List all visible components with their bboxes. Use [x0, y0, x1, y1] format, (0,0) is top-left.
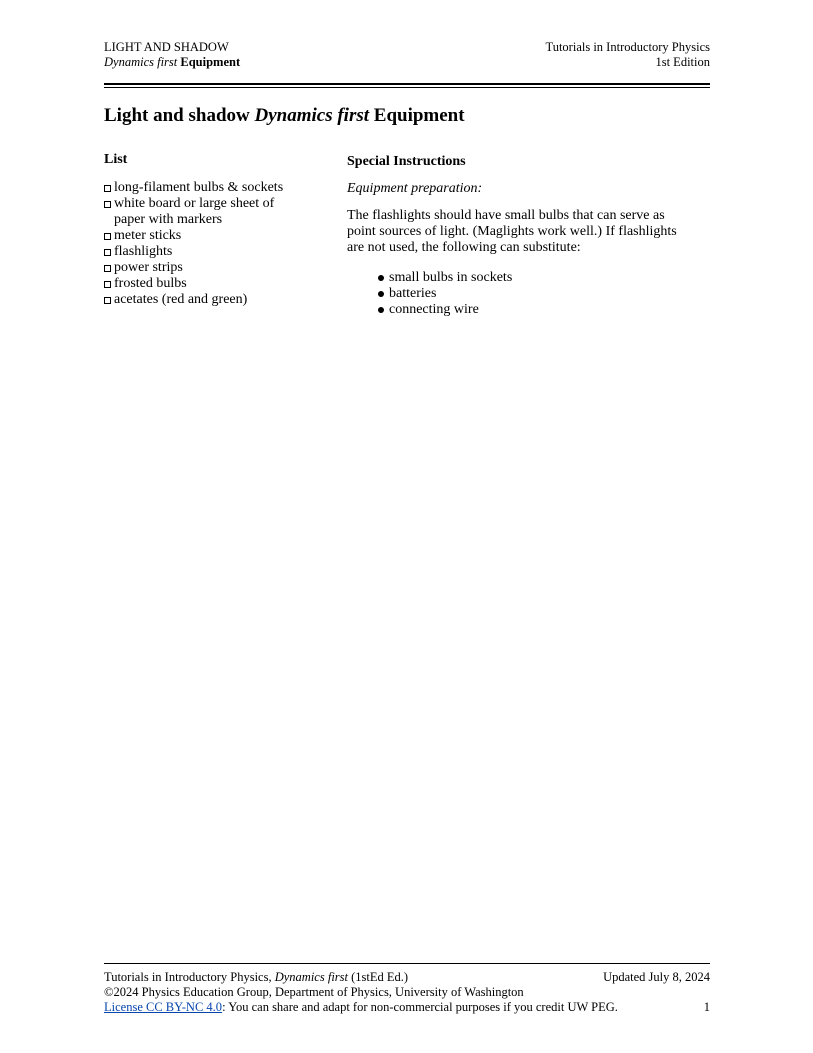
checkbox-square-icon — [104, 265, 111, 272]
equipment-preparation-subheading: Equipment preparation: — [347, 181, 483, 196]
header-subtitle-italic: Dynamics first — [104, 55, 178, 69]
footer-rule — [104, 963, 710, 964]
equipment-item-text: long-filament bulbs & sockets — [114, 180, 284, 195]
equipment-item-text: paper with markers — [114, 212, 223, 227]
license-link[interactable]: License CC BY-NC 4.0 — [104, 1000, 223, 1014]
substitute-item-text: batteries — [389, 286, 437, 301]
equipment-item-text: flashlights — [114, 244, 173, 259]
checkbox-square-icon — [104, 185, 111, 192]
title-part1: Light and shadow — [104, 105, 255, 126]
equipment-list — [104, 180, 334, 308]
equipment-item-text: acetates (red and green) — [114, 292, 248, 307]
checkbox-square-icon — [104, 249, 111, 256]
substitute-item-text: connecting wire — [389, 302, 479, 317]
license-text: : You can share and adapt for non-commercial purposes if you credit UW PEG. — [222, 1000, 618, 1014]
page-number: 1 — [703, 1000, 710, 1014]
equipment-item — [104, 244, 334, 260]
checkbox-square-icon — [104, 233, 111, 240]
checkbox-square-icon — [104, 281, 111, 288]
footer-license — [104, 1000, 618, 1015]
list-heading: List — [104, 152, 128, 167]
header-subtitle-bold: Equipment — [180, 55, 241, 69]
substitute-item — [378, 286, 512, 302]
equipment-item-text: white board or large sheet of — [114, 196, 275, 211]
equipment-item — [104, 180, 334, 196]
equipment-item — [104, 196, 334, 228]
footer-copyright: ©2024 Physics Education Group, Department of Physics, University of Washington — [104, 985, 524, 999]
header-left — [104, 40, 240, 70]
bullet-icon — [378, 307, 384, 313]
title-part3: Equipment — [369, 105, 465, 126]
header-subtitle — [104, 55, 240, 70]
title-italic: Dynamics first — [254, 105, 370, 126]
header-section-title: LIGHT AND SHADOW — [104, 40, 229, 54]
header-edition: 1st Edition — [655, 55, 710, 69]
equipment-item — [104, 260, 334, 276]
substitute-item — [378, 302, 512, 318]
header-book-title: Tutorials in Introductory Physics — [545, 40, 710, 54]
substitute-item — [378, 270, 512, 286]
equipment-item-text: meter sticks — [114, 228, 182, 243]
checkbox-square-icon — [104, 297, 111, 304]
footer-line1: Tutorials in Introductory Physics, Dynamics first (1stEd Ed.) — [104, 970, 409, 984]
footer-updated-date: Updated July 8, 2024 — [603, 970, 710, 984]
bullet-icon — [378, 275, 384, 281]
equipment-item — [104, 228, 334, 244]
page-title — [104, 104, 465, 128]
paragraph-line: are not used, the following can substitute: — [347, 240, 581, 255]
header-rule-bottom — [104, 87, 710, 88]
special-instructions-paragraph — [347, 208, 677, 256]
special-instructions-heading: Special Instructions — [347, 154, 466, 169]
equipment-item-text: power strips — [114, 260, 183, 275]
substitute-list — [378, 270, 512, 318]
header-rule-top — [104, 83, 710, 85]
substitute-item-text: small bulbs in sockets — [389, 270, 513, 285]
equipment-item — [104, 276, 334, 292]
checkbox-square-icon — [104, 201, 111, 208]
paragraph-line: The flashlights should have small bulbs that can serve as — [347, 208, 665, 223]
equipment-item-text: frosted bulbs — [114, 276, 187, 291]
bullet-icon — [378, 291, 384, 297]
header-right — [546, 40, 710, 70]
equipment-item — [104, 292, 334, 308]
paragraph-line: point sources of light. (Maglights work well.) If flashlights — [347, 224, 677, 239]
